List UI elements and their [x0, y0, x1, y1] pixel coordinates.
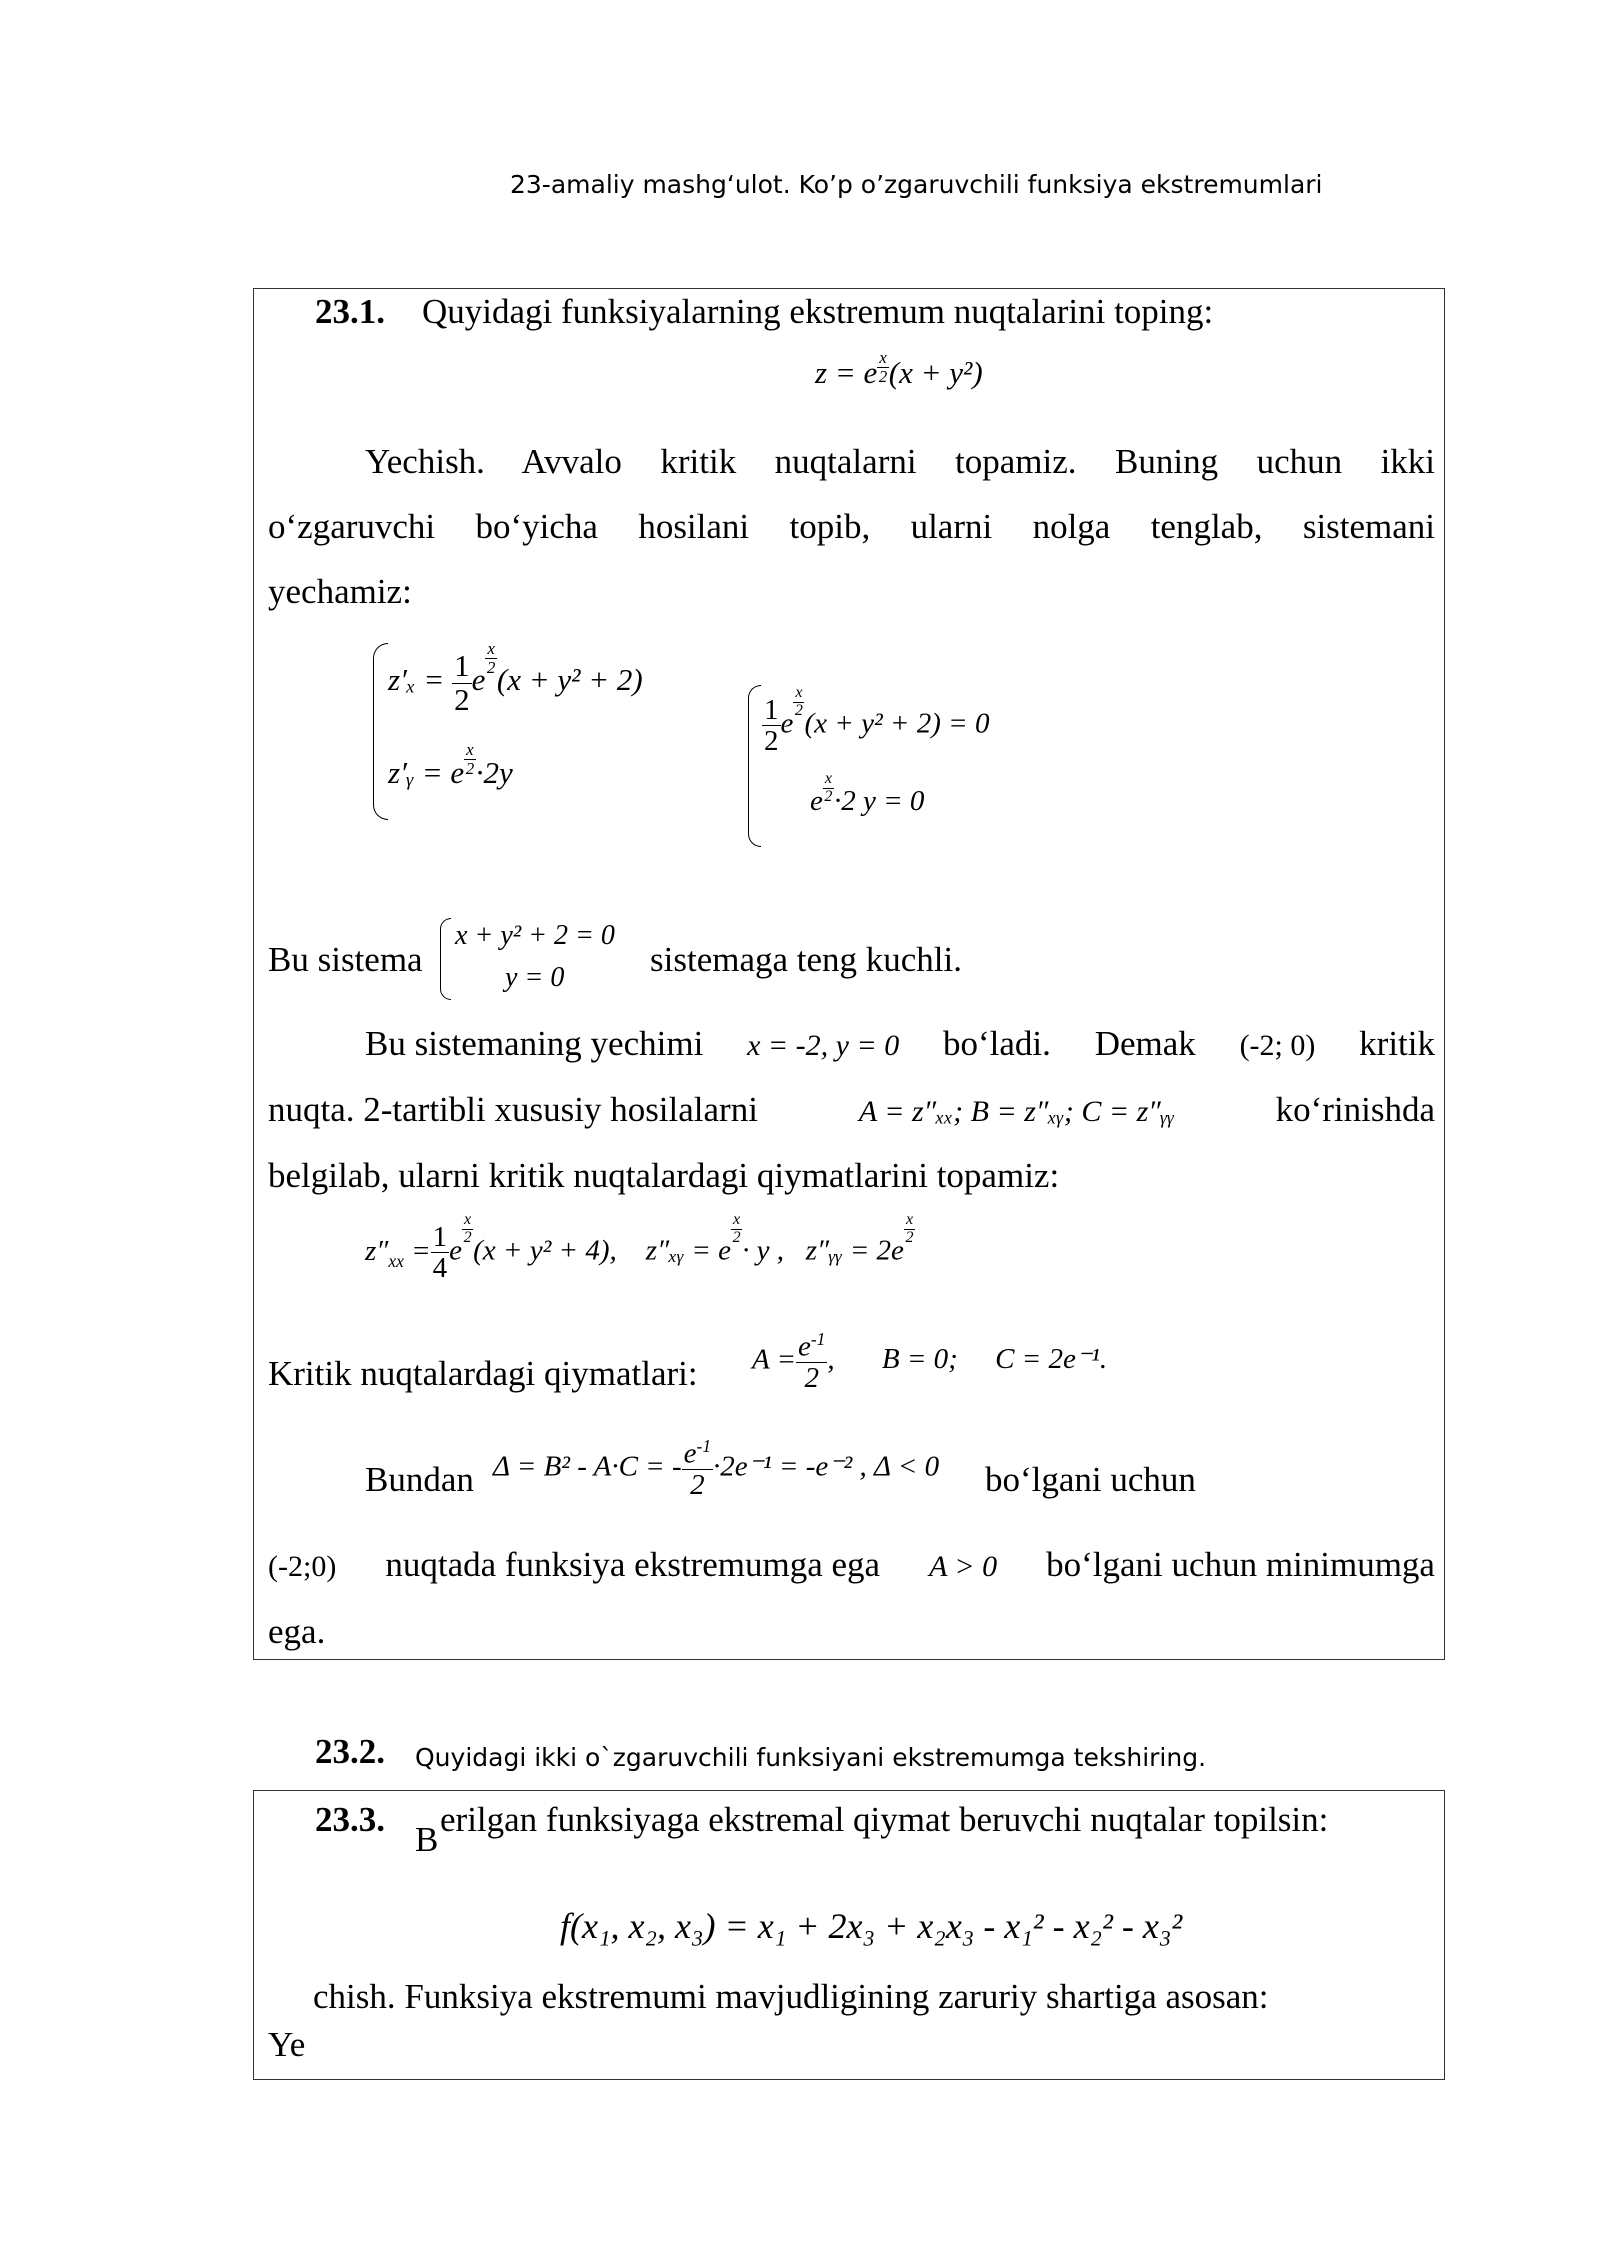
problem-number: 23.2.: [315, 1732, 385, 1771]
function-formula: z = e $\frac{x}{2}$ (x + y²): [815, 348, 983, 390]
system3-eq1: x + y² + 2 = 0: [455, 920, 615, 951]
system2-eq2: e $\frac{x}{2}$ ·2 y = 0: [810, 770, 925, 817]
delta-formula: Δ = B² - A·C = - $\frac{e^{-1}}{2}$ ·2e⁻¹ = -e⁻² , Δ < 0: [493, 1436, 940, 1502]
bundan-label: Bundan: [365, 1460, 474, 1499]
teng-kuchli-text: sistemaga teng kuchli.: [650, 940, 963, 979]
solution-line-2: o‘zgaruvchi bo‘yicha hosilani topib, ularni nolga tenglab, sistemani: [268, 507, 1436, 546]
delta-text: bo‘lgani uchun: [985, 1460, 1196, 1499]
kritik-values: A = $\frac{e^{-1}}{2}$ , B = 0; C = 2e⁻¹.: [752, 1329, 1108, 1395]
problem-statement: Quyidagi funksiyalarning ekstremum nuqtalarini toping:: [422, 292, 1214, 331]
problem-number: 23.1.: [315, 292, 385, 331]
final-line-2: ega.: [268, 1612, 326, 1651]
final-line: (-2;0) nuqtada funksiya ekstremumga ega A > 0 bo‘lgani uchun minimumga: [268, 1545, 1435, 1584]
system-brace: [373, 643, 388, 820]
solution-line-1: Yechish. Avvalo kritik nuqtalarni topamiz. Buning uchun ikki: [365, 442, 1436, 481]
system1-eq1: z′ₓ = $\frac{1}{2}$ e $\frac{x}{2}$ (x + y² + 2): [388, 639, 643, 717]
problem-statement: Quyidagi ikki o`zgaruvchili funksiyani ekstremumga tekshiring.: [415, 1743, 1207, 1772]
second-derivatives: $z''_{xx}$ = $\frac{1}{4}$ e $\frac{x}{2}$ (x + y² + 4), z″ₓᵧ = e $\frac{x}{2}$ · y , z″ᵧᵧ = 2e $\frac{x}{2}$: [365, 1211, 914, 1285]
kritik-label: Kritik nuqtalardagi qiymatlari:: [268, 1354, 698, 1393]
system3-eq2: y = 0: [505, 962, 565, 993]
solution-line-ye: Ye: [268, 2025, 306, 2064]
problem-number: 23.3.: [315, 1800, 385, 1839]
system-brace: [440, 918, 451, 1000]
function-formula: f(x₁, x₂, x₃) = x₁ + 2x₃ + x₂x₃ - x₁² - x₂² - x₃²: [560, 1906, 1183, 1946]
system1-eq2: z′ᵧ = e $\frac{x}{2}$ ·2y: [388, 740, 513, 790]
bu-sistema-label: Bu sistema: [268, 940, 423, 979]
page-title: 23-amaliy mashg‘ulot. Ko’p o’zgaruvchili funksiya ekstremumlari: [510, 170, 1323, 199]
solution-line-chish: chish. Funksiya ekstremumi mavjudligining zaruriy shartiga asosan:: [313, 1977, 1269, 2016]
solution-line-3: yechamiz:: [268, 572, 412, 611]
system2-eq1: $\frac{1}{2}$ e $\frac{x}{2}$ (x + y² + 2) = 0: [764, 684, 990, 758]
solution-line-nuqta: nuqta. 2-tartibli xususiy hosilalarni A = z″ₓₓ; B = z″ₓᵧ; C = z″ᵧᵧ ko‘rinishda: [268, 1090, 1435, 1129]
drop-letter: B: [415, 1820, 439, 1859]
solution-line-yechimi: Bu sistemaning yechimi x = -2, y = 0 bo‘ladi. Demak (-2; 0) kritik: [365, 1024, 1435, 1063]
solution-line-belgilab: belgilab, ularni kritik nuqtalardagi qiymatlarini topamiz:: [268, 1156, 1060, 1195]
problem-statement: erilgan funksiyaga ekstremal qiymat beruvchi nuqtalar topilsin:: [440, 1800, 1329, 1839]
system-brace: [748, 685, 761, 847]
